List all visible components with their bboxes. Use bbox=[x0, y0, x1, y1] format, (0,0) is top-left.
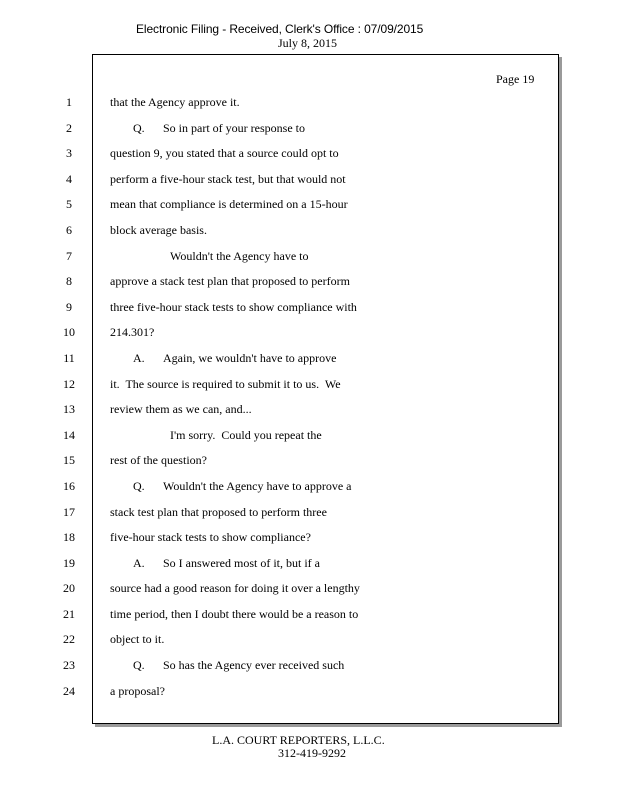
line-text: rest of the question? bbox=[110, 453, 207, 468]
line-text: mean that compliance is determined on a 15-hour bbox=[110, 197, 348, 212]
line-number: 21 bbox=[63, 606, 75, 621]
transcript-line bbox=[110, 556, 550, 582]
transcript-line bbox=[110, 581, 550, 607]
line-text: three five-hour stack tests to show compliance with bbox=[110, 299, 357, 314]
line-number: 16 bbox=[63, 478, 75, 493]
line-number: 11 bbox=[63, 350, 75, 365]
line-number-column bbox=[52, 95, 86, 709]
line-number: 7 bbox=[66, 248, 72, 263]
line-number: 5 bbox=[66, 197, 72, 212]
transcript-line bbox=[110, 658, 550, 684]
transcript-line bbox=[110, 325, 550, 351]
transcript-line bbox=[110, 505, 550, 531]
line-text: five-hour stack tests to show compliance? bbox=[110, 530, 311, 545]
transcript-line bbox=[110, 530, 550, 556]
line-number: 13 bbox=[63, 402, 75, 417]
transcript-line bbox=[110, 95, 550, 121]
line-number: 12 bbox=[63, 376, 75, 391]
line-text: So has the Agency ever received such bbox=[163, 658, 345, 673]
line-number: 9 bbox=[66, 299, 72, 314]
line-number: 14 bbox=[63, 427, 75, 442]
line-number: 20 bbox=[63, 581, 75, 596]
transcript-line bbox=[110, 121, 550, 147]
transcript-line bbox=[110, 249, 550, 275]
line-number: 6 bbox=[66, 222, 72, 237]
transcript-line bbox=[110, 402, 550, 428]
line-number: 10 bbox=[63, 325, 75, 340]
line-number: 2 bbox=[66, 120, 72, 135]
line-text: object to it. bbox=[110, 632, 165, 647]
line-number: 24 bbox=[63, 683, 75, 698]
speaker-marker: A. bbox=[133, 350, 145, 365]
court-reporter-phone: 312-419-9292 bbox=[278, 746, 346, 760]
line-text: it. The source is required to submit it to us. We bbox=[110, 376, 341, 391]
transcript-line bbox=[110, 223, 550, 249]
transcript-line bbox=[110, 453, 550, 479]
line-text: stack test plan that proposed to perform three bbox=[110, 504, 327, 519]
line-text: I'm sorry. Could you repeat the bbox=[170, 427, 322, 442]
line-text: question 9, you stated that a source could opt to bbox=[110, 146, 339, 161]
line-number: 15 bbox=[63, 453, 75, 468]
line-number: 18 bbox=[63, 530, 75, 545]
line-number: 19 bbox=[63, 555, 75, 570]
speaker-marker: Q. bbox=[133, 120, 145, 135]
transcript-line bbox=[110, 172, 550, 198]
line-number: 17 bbox=[63, 504, 75, 519]
transcript-body bbox=[110, 95, 550, 709]
line-text: block average basis. bbox=[110, 222, 207, 237]
transcript-line bbox=[110, 351, 550, 377]
filing-stamp: Electronic Filing - Received, Clerk's Office : 07/09/2015 bbox=[136, 22, 424, 36]
line-text: Again, we wouldn't have to approve bbox=[163, 350, 337, 365]
transcript-line bbox=[110, 684, 550, 710]
transcript-line bbox=[110, 146, 550, 172]
transcript-line bbox=[110, 607, 550, 633]
line-text: time period, then I doubt there would be a reason to bbox=[110, 606, 359, 621]
line-text: approve a stack test plan that proposed to perform bbox=[110, 274, 350, 289]
speaker-marker: Q. bbox=[133, 478, 145, 493]
line-number: 23 bbox=[63, 658, 75, 673]
speaker-marker: Q. bbox=[133, 658, 145, 673]
line-text: Wouldn't the Agency have to approve a bbox=[163, 478, 352, 493]
line-number: 8 bbox=[66, 274, 72, 289]
line-number: 1 bbox=[66, 95, 72, 109]
transcript-line bbox=[110, 377, 550, 403]
line-text: 214.301? bbox=[110, 325, 155, 340]
transcript-line bbox=[110, 197, 550, 223]
transcript-line bbox=[110, 479, 550, 505]
page-number: Page 19 bbox=[496, 72, 535, 86]
line-text: perform a five-hour stack test, but that would not bbox=[110, 171, 346, 186]
transcript-line bbox=[110, 274, 550, 300]
filing-date: July 8, 2015 bbox=[278, 36, 338, 50]
speaker-marker: A. bbox=[133, 555, 145, 570]
line-text: that the Agency approve it. bbox=[110, 95, 240, 109]
line-text: a proposal? bbox=[110, 683, 165, 698]
line-text: review them as we can, and... bbox=[110, 402, 252, 417]
line-text: So I answered most of it, but if a bbox=[163, 555, 320, 570]
line-text: Wouldn't the Agency have to bbox=[170, 248, 309, 263]
transcript-line bbox=[110, 632, 550, 658]
line-text: source had a good reason for doing it over a lengthy bbox=[110, 581, 360, 596]
court-reporter-name: L.A. COURT REPORTERS, L.L.C. bbox=[212, 733, 385, 747]
transcript-line bbox=[110, 428, 550, 454]
line-text: So in part of your response to bbox=[163, 120, 305, 135]
line-number: 4 bbox=[66, 171, 72, 186]
transcript-line bbox=[110, 300, 550, 326]
line-number: 22 bbox=[63, 632, 75, 647]
line-number: 3 bbox=[66, 146, 72, 161]
